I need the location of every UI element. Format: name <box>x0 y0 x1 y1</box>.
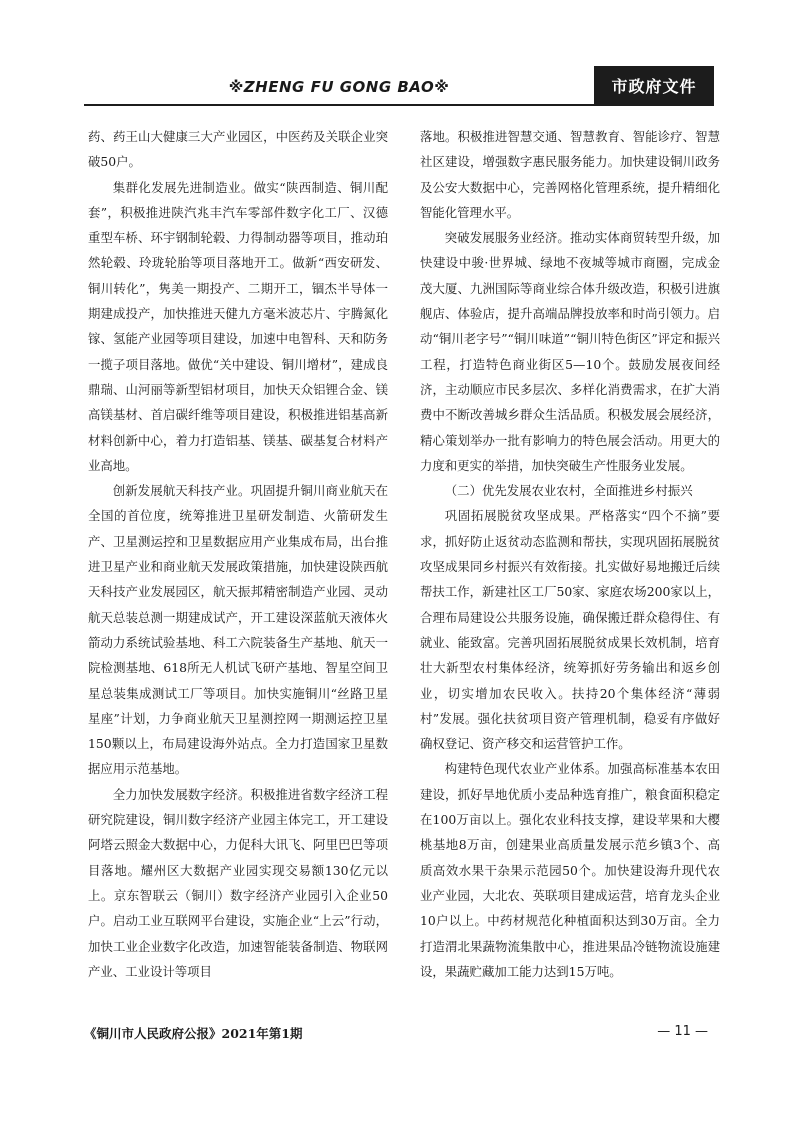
header-divider <box>84 104 714 106</box>
section-label-badge: 市政府文件 <box>594 66 714 104</box>
publication-footer: 《铜川市人民政府公报》2021年第1期 <box>84 1026 303 1041</box>
header-title: ※ZHENG FU GONG BAO※ <box>228 78 450 96</box>
paragraph: 构建特色现代农业产业体系。加强高标准基本农田建设，抓好旱地优质小麦品种选育推广，粮食面积稳定在100万亩以上。强化农业科技支撑，建设苹果和大樱桃基地8万亩，创建果业高质量发展示范乡镇3个、高质高效水果干杂果示范园50个。加快建设海升现代农业产业园，大北农、英联项目建成运营，培育龙头企业10户以上。中药材规范化种植面积达到30万亩。全力打造渭北果蔬物流集散中心，推进果品冷链物流设施建设，果蔬贮藏加工能力达到15万吨。 <box>420 761 720 979</box>
paragraph: 集群化发展先进制造业。做实“陕西制造、铜川配套”，积极推进陕汽兆丰汽车零部件数字化工厂、汉德重型车桥、环宇钢制轮毂、力得制动器等项目，推动珀然轮毂、玲珑轮胎等项目落地开工。做新“西安研发、铜川转化”，隽美一期投产、二期开工，锢杰半导体一期建成投产，加快推进天健九方毫米波芯片、宇腾氮化镓、氢能产业园等项目建设，加速中电智科、天和防务一揽子项目落地。做优“关中建设、铜川增材”，建成良鼎瑞、山河丽等新型铝材项目，加快天众铝锂合金、镁高镁基材、首启碳纤维等项目建设，积极推进铝基高新材料创新中心，着力打造铝基、镁基、碳基复合材料产业高地。 <box>88 179 388 473</box>
page-header <box>84 66 714 104</box>
paragraph: 落地。积极推进智慧交通、智慧教育、智能诊疗、智慧社区建设，增强数字惠民服务能力。加快建设铜川政务及公安大数据中心，完善网格化管理系统，提升精细化智能化管理水平。 <box>420 129 720 220</box>
paragraph: 药、药王山大健康三大产业园区，中医药及关联企业突破50户。 <box>88 129 388 170</box>
paragraph: （二）优先发展农业农村，全面推进乡村振兴 <box>444 483 693 499</box>
paragraph: 巩固拓展脱贫攻坚成果。严格落实“四个不摘”要求，抓好防止返贫动态监测和帮扶，实现巩固拓展脱贫攻坚成果同乡村振兴有效衔接。扎实做好易地搬迁后续帮扶工作，新建社区工厂50家、家庭农场200家以上，合理布局建设公共服务设施，确保搬迁群众稳得住、有就业、能致富。完善巩固拓展脱贫成果长效机制，培育壮大新型农村集体经济，统筹抓好劳务输出和返乡创业，切实增加农民收入。扶持20个集体经济“薄弱村”发展。强化扶贫项目资产管理机制，稳妥有序做好确权登记、资产移交和运营管护工作。 <box>420 508 720 752</box>
paragraph: 突破发展服务业经济。推动实体商贸转型升级，加快建设中骏·世界城、绿地不夜城等城市商圈，完成金茂大厦、九洲国际等商业综合体升级改造，积极引进旗舰店、体验店，提升高端品牌投放率和时尚引领力。启动“铜川老字号”“铜川味道”“铜川特色街区”评定和振兴工程，打造特色商业街区5—10个。鼓励发展夜间经济，主动顺应市民多层次、多样化消费需求，在扩大消费中不断改善城乡群众生活品质。积极发展会展经济，精心策划举办一批有影响力的特色展会活动。用更大的力度和更实的举措，加快突破生产性服务业发展。 <box>420 230 720 473</box>
page-number: — 11 — <box>657 1024 708 1039</box>
left-text-column <box>88 124 388 984</box>
right-text-column <box>420 124 720 984</box>
paragraph: 创新发展航天科技产业。巩固提升铜川商业航天在全国的首位度，统筹推进卫星研发制造、火箭研发生产、卫星测运控和卫星数据应用产业集成布局，出台推进卫星产业和商业航天发展政策措施，加快建设陕西航天科技产业发展园区，航天振邦精密制造产业园、灵动航天总装总测一期建成试产，开工建设深蓝航天液体火箭动力系统试验基地、科工六院装备生产基地、航天一院检测基地、618所无人机试飞研产基地、智星空间卫星总装集成测试工厂等项目。加快实施铜川“丝路卫星星座”计划，力争商业航天卫星测控网一期测运控卫星150颗以上，布局建设海外站点。全力打造国家卫星数据应用示范基地。 <box>88 483 388 777</box>
paragraph: 全力加快发展数字经济。积极推进省数字经济工程研究院建设，铜川数字经济产业园主体完工，开工建设阿塔云照金大数据中心，力促科大讯飞、阿里巴巴等项目落地。耀州区大数据产业园实现交易额130亿元以上。京东智联云（铜川）数字经济产业园引入企业50户。启动工业互联网平台建设，实施企业“上云”行动，加快工业企业数字化改造，加速智能装备制造、物联网产业、工业设计等项目 <box>88 786 388 979</box>
